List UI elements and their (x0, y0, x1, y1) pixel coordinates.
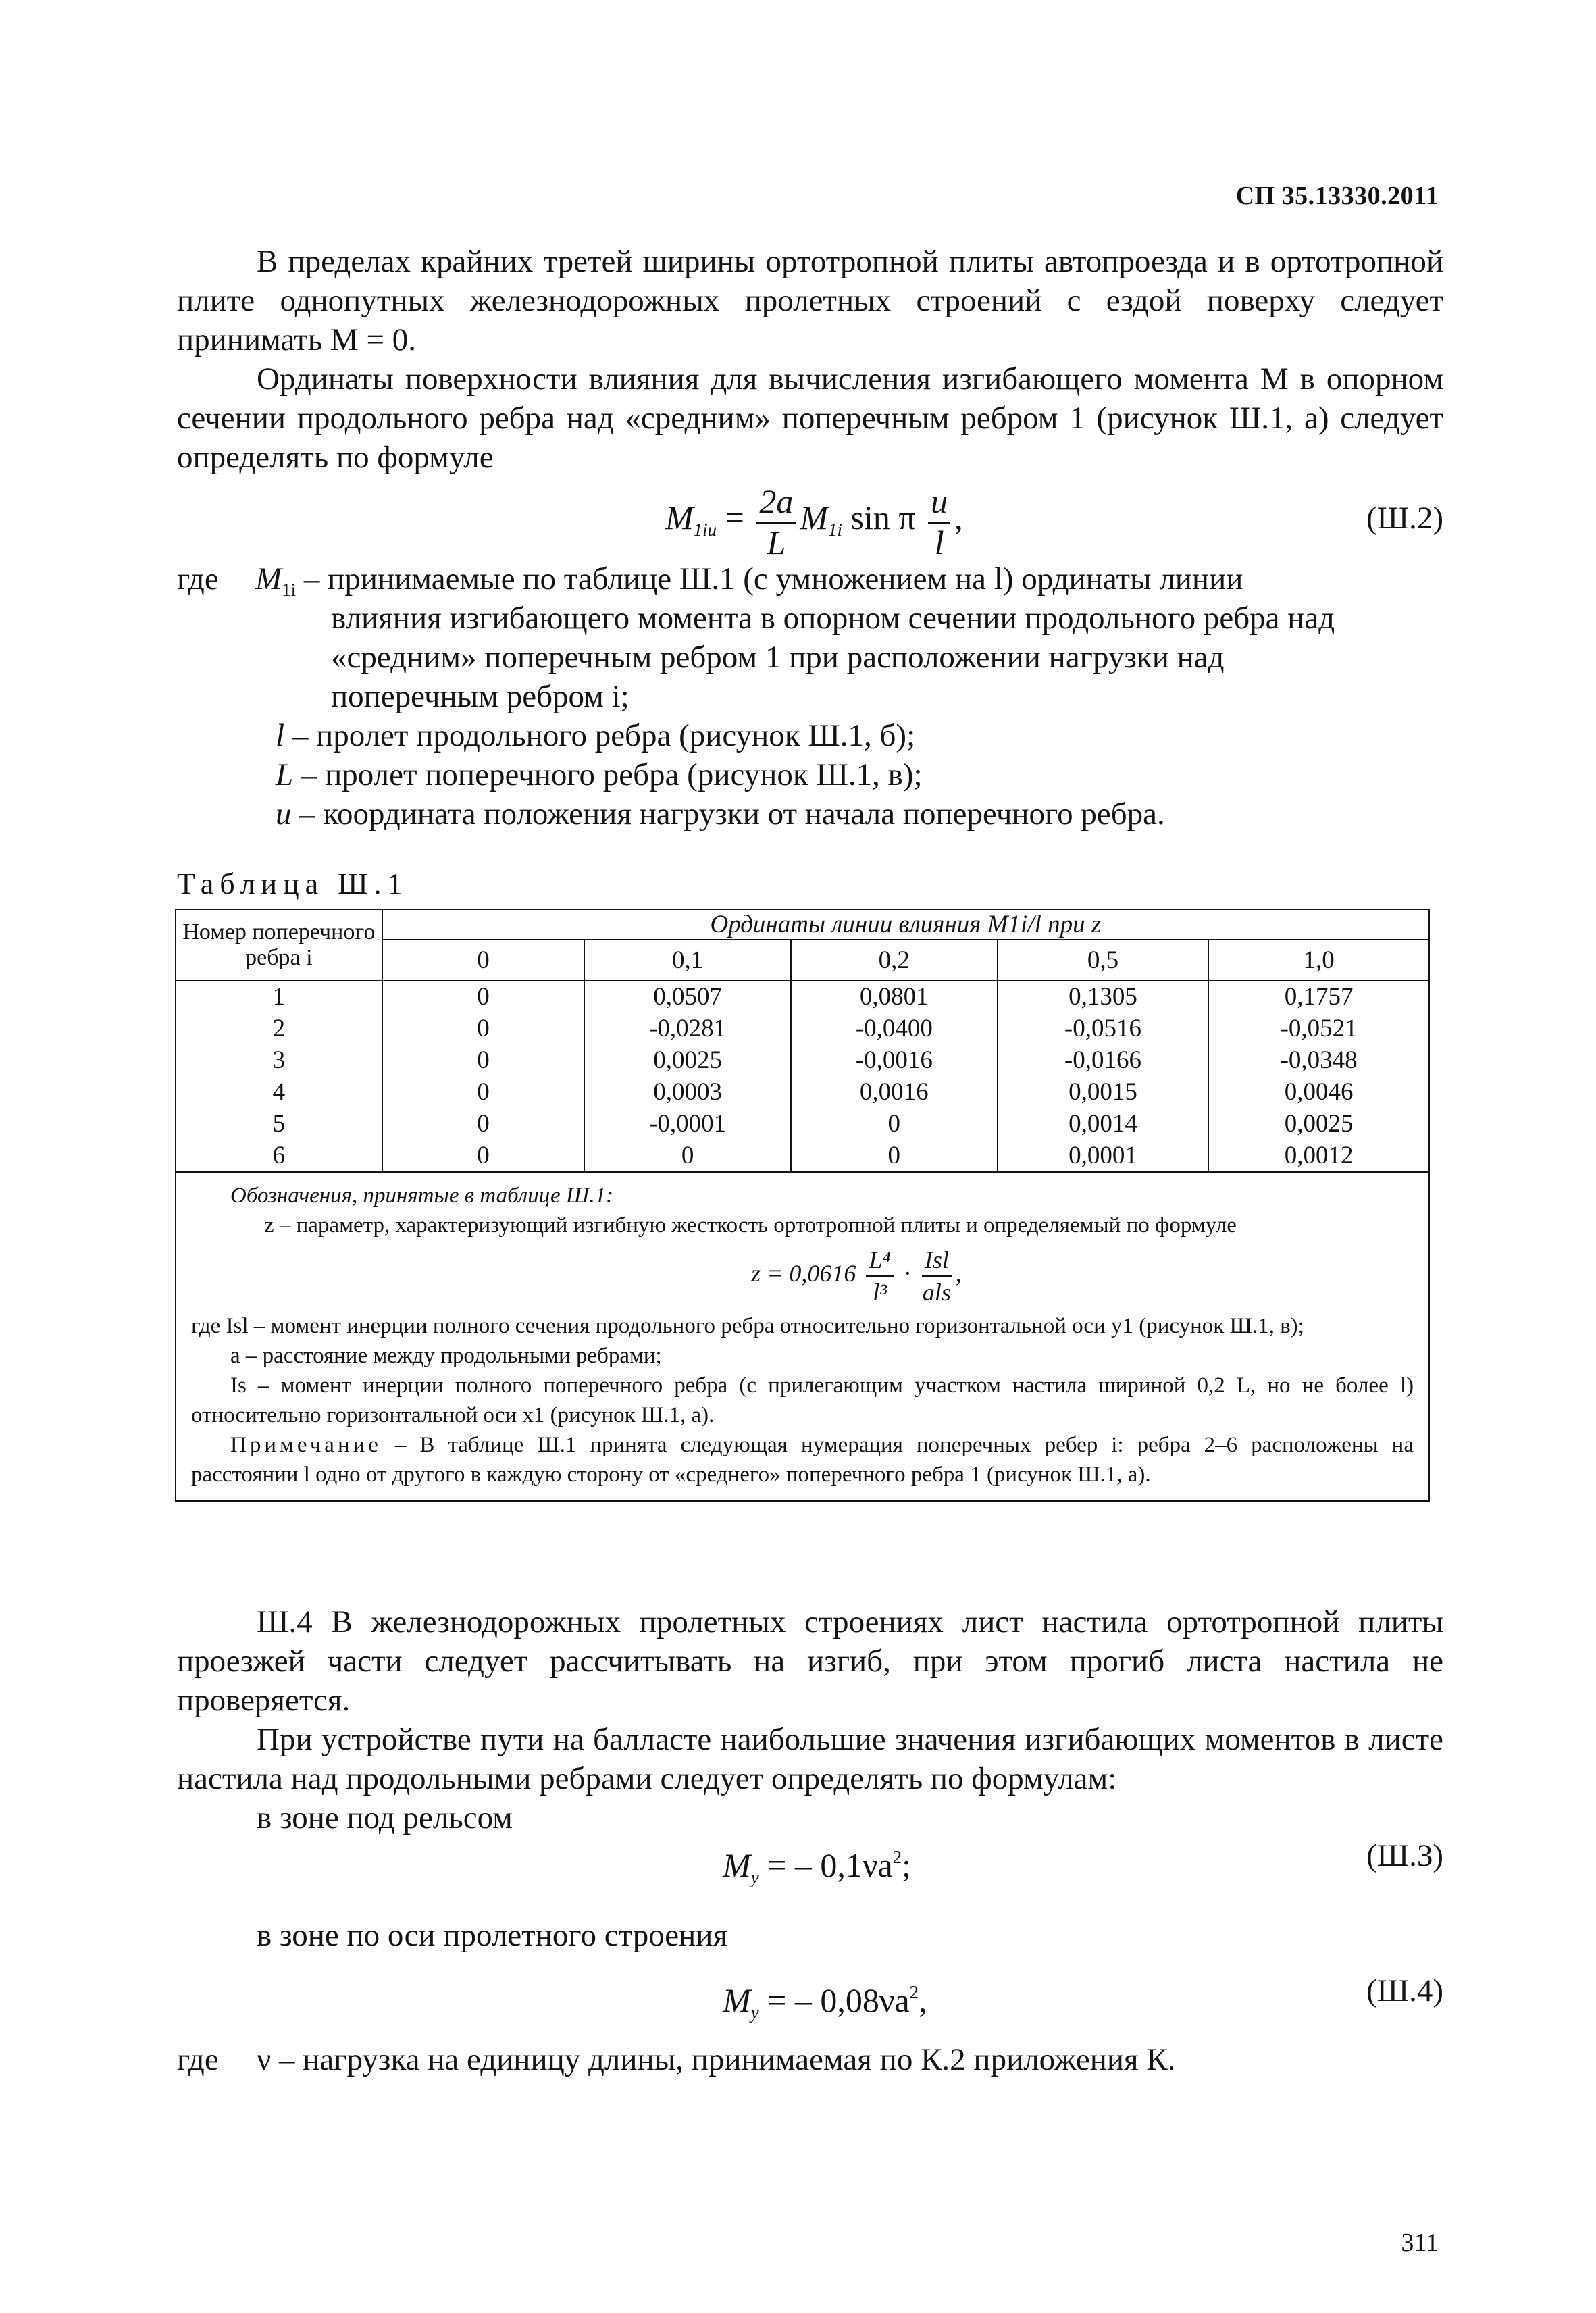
header-rib-number: Номер поперечного ребра i (176, 909, 382, 980)
table-cell: -0,0521 (1208, 1013, 1429, 1044)
paragraph-1: В пределах крайних третей ширины ортотропной плиты автопроезда и в ортотропной плите однопутных железнодорожных пролетных строений с ездой поверху следует принимать M = 0. (177, 244, 1443, 357)
table-row (176, 1013, 1429, 1044)
table-row (176, 1076, 1429, 1108)
table-cell: 0,0507 (584, 980, 791, 1013)
table-row (176, 980, 1429, 1013)
table-cell: 0,0016 (791, 1076, 998, 1108)
table-cell: 0 (382, 1076, 585, 1108)
def-nu: ν – нагрузка на единицу длины, принимаемая по К.2 приложения К. (257, 2042, 1176, 2077)
document-code: СП 35.13330.2011 (1235, 182, 1439, 210)
def-L: L – пролет поперечного ребра (рисунок Ш.1, в); (276, 757, 923, 792)
z-value: 0,2 (791, 940, 998, 980)
paragraph-sh4: Ш.4 В железнодорожных пролетных строениях лист настила ортотропной плиты проезжей части следует рассчитывать на изгиб, при этом прогиб листа настила не проверяется. (177, 1604, 1443, 1718)
def-l: l – пролет продольного ребра (рисунок Ш.1, б); (276, 718, 916, 753)
table-cell: 0 (382, 1013, 585, 1044)
table-cell: 0,0025 (1208, 1108, 1429, 1140)
table-cell: 0,0012 (1208, 1140, 1429, 1172)
page-number: 311 (1401, 2229, 1439, 2257)
formula-sh2-number: (Ш.2) (1366, 501, 1443, 536)
table-cell: 0,0015 (998, 1076, 1209, 1108)
table-cell: 2 (176, 1013, 382, 1044)
table-cell: -0,0400 (791, 1013, 998, 1044)
table-cell: 0,0801 (791, 980, 998, 1013)
def-m1i: $M_{1i}$ – принимаемые по таблице Ш.1 (с умножением на l) ординаты линии (255, 561, 1243, 600)
def-m1i-line2: влияния изгибающего момента в опорном сечении продольного ребра над (331, 601, 1335, 636)
paragraph-2: Ординаты поверхности влияния для вычисления изгибающего момента M в опорном сечении продольного ребра над «средним» поперечным ребром 1 (рисунок Ш.1, а) следует определять по формуле (177, 361, 1443, 475)
table-notes (176, 1172, 1429, 1501)
table-row (176, 1140, 1429, 1172)
formula-sh2: $M_{1iu}$ = $\frac{2a}{L}$ $M_{1i}$ sin π $\frac{u}{l}$ , (665, 482, 963, 561)
table-cell: 0,1757 (1208, 980, 1429, 1013)
table-cell: 0 (382, 1044, 585, 1076)
notes-isl-definition: где Isl – момент инерции полного сечения продольного ребра относительно горизонтальной оси y1 (рисунок Ш.1, в); (191, 1314, 1304, 1338)
notes-a-definition: a – расстояние между продольными ребрами; (230, 1344, 662, 1368)
table-cell: 0,0046 (1208, 1076, 1429, 1108)
notes-z-formula: z = 0,0616 $\frac{\text{L⁴}}{\text{l³}}$ · $\frac{\text{Isl}}{\text{als}}$ , (191, 1244, 1414, 1307)
def-m1i-line3: «средним» поперечным ребром 1 при расположении нагрузки над (331, 640, 1225, 675)
table-cell: 0 (382, 1140, 585, 1172)
z-value: 0,5 (998, 940, 1209, 980)
table-cell: -0,0516 (998, 1013, 1209, 1044)
table-cell: 0,0001 (998, 1140, 1209, 1172)
table-cell: 1 (176, 980, 382, 1013)
header-ordinates: Ординаты линии влияния M1i/l при z (382, 909, 1429, 940)
paragraph-ballast: При устройстве пути на балласте наибольшие значения изгибающих моментов в листе настила над продольными ребрами следует определять по формулам: (177, 1722, 1443, 1796)
table-cell: 5 (176, 1108, 382, 1140)
ordinates-table (175, 909, 1430, 1502)
table-cell: -0,0001 (584, 1108, 791, 1140)
table-cell: 3 (176, 1044, 382, 1076)
table-row (176, 1108, 1429, 1140)
z-value: 0,1 (584, 940, 791, 980)
table-row (176, 1044, 1429, 1076)
notes-remark: Примечание – В таблице Ш.1 принята следующая нумерация поперечных ребер i: ребра 2–6 расположены на расстоянии l одно от другого в каждую сторону от «среднего» поперечного ребра 1 (рисунок Ш.1, а). (191, 1433, 1414, 1487)
formula-sh3: $M_y$ = – $0,1\nu a^2$; (723, 1846, 912, 1887)
table-cell: 6 (176, 1140, 382, 1172)
notes-z-definition: z – параметр, характеризующий изгибную жесткость ортотропной плиты и определяемый по формуле (264, 1213, 1237, 1238)
table-cell: 0 (382, 980, 585, 1013)
zone-under-rail: в зоне под рельсом (257, 1800, 513, 1835)
table-cell: 0 (791, 1140, 998, 1172)
table-cell: 0,0014 (998, 1108, 1209, 1140)
table-cell: 0,0003 (584, 1076, 791, 1108)
def-m1i-line4: поперечным ребром i; (331, 679, 629, 714)
table-cell: 4 (176, 1076, 382, 1108)
def-u: u – координата положения нагрузки от начала поперечного ребра. (276, 796, 1165, 832)
table-cell: 0 (791, 1108, 998, 1140)
zone-span-axis: в зоне по оси пролетного строения (257, 1918, 728, 1953)
table-caption: Таблица Ш.1 (177, 867, 409, 900)
def-where: где (177, 561, 219, 596)
z-value: 0 (382, 940, 585, 980)
table-cell: 0,1305 (998, 980, 1209, 1013)
table-cell: -0,0166 (998, 1044, 1209, 1076)
table-cell: -0,0348 (1208, 1044, 1429, 1076)
formula-sh4: $M_y$ = – $0,08\nu a^2$, (723, 1981, 927, 2023)
table-cell: 0 (382, 1108, 585, 1140)
def-nu-where: где (177, 2042, 219, 2077)
notes-is-definition: Is – момент инерции полного поперечного ребра (с прилегающим участком настила шириной 0,2 L, но не более l) относительно горизонтальной оси x1 (рисунок Ш.1, а). (191, 1373, 1414, 1427)
notes-title: Обозначения, принятые в таблице Ш.1: (230, 1184, 614, 1208)
table-cell: -0,0016 (791, 1044, 998, 1076)
table-cell: 0 (584, 1140, 791, 1172)
formula-sh4-number: (Ш.4) (1366, 1973, 1443, 2008)
table-cell: -0,0281 (584, 1013, 791, 1044)
table-cell: 0,0025 (584, 1044, 791, 1076)
formula-sh3-number: (Ш.3) (1366, 1838, 1443, 1873)
z-value: 1,0 (1208, 940, 1429, 980)
